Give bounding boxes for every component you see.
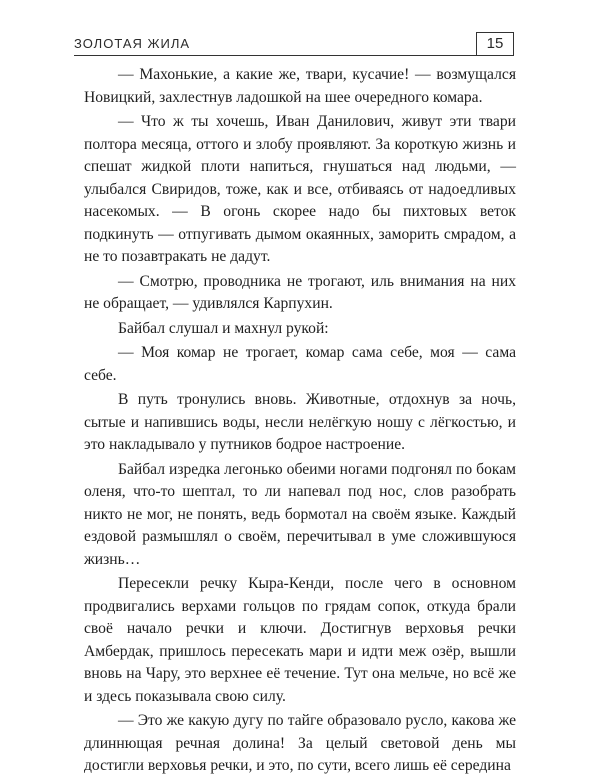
paragraph: — Смотрю, проводника не трогают, иль внимания на них не обращает, — удивлялся Карпухин. xyxy=(84,272,516,312)
page-number: 15 xyxy=(476,32,514,56)
body-text xyxy=(84,64,516,780)
paragraph: Пересекли речку Кыра-Кенди, после чего в основном продвигались верхами гольцов по грядам сопок, откуда брали своё начало речки и ключи. Достигнув верховья речки Амбердак, пришлось пересекать мари и идти меж озёр, вышли вновь на Чару, это верхнее её течение. Тут она мельче, но всё же и здесь показывала свою силу. xyxy=(84,575,516,705)
paragraph: — Моя комар не трогает, комар сама себе, моя — сама себе. xyxy=(84,344,516,384)
paragraph: Байбал слушал и махнул рукой: xyxy=(118,319,329,337)
running-head: ЗОЛОТАЯ ЖИЛА xyxy=(74,36,191,51)
header-rule xyxy=(74,55,514,56)
paragraph: В путь тронулись вновь. Животные, отдохнув за ночь, сытые и напившись воды, несли нелёгкую ношу с лёгкостью, и это накладывало у путников бодрое настроение. xyxy=(84,391,516,453)
paragraph: — Махонькие, а какие же, твари, кусачие! — возмущался Новицкий, захлестнув ладошкой на шее очередного комара. xyxy=(84,66,516,106)
paragraph: — Что ж ты хочешь, Иван Данилович, живут эти твари полтора месяца, оттого и злобу проявляют. За короткую жизнь и спешат жидкой плоти напиться, гнушаться над людьми, — улыбался Свиридов, тоже, как и все, отбиваясь от надоедливых насекомых. — В огонь скорее надо бы пихтовых веток подкинуть — отпугивать дымом окаянных, заморить смрадом, а не то позавтракать не дадут. xyxy=(84,113,516,265)
paragraph: — Это же какую дугу по тайге образовало русло, какова же длиннющая речная долина! За целый световой день мы достигли верховья речки, и это, по сути, всего лишь её середина xyxy=(84,712,516,774)
page-header xyxy=(74,26,514,56)
paragraph: Байбал изредка легонько обеими ногами подгонял по бокам оленя, что-то шептал, то ли напевал под нос, слов разобрать никто не мог, не понять, ведь бормотал на своём языке. Каждый ездовой размышлял о своём, перечитывал в уме сложившуюся жизнь… xyxy=(84,460,516,568)
